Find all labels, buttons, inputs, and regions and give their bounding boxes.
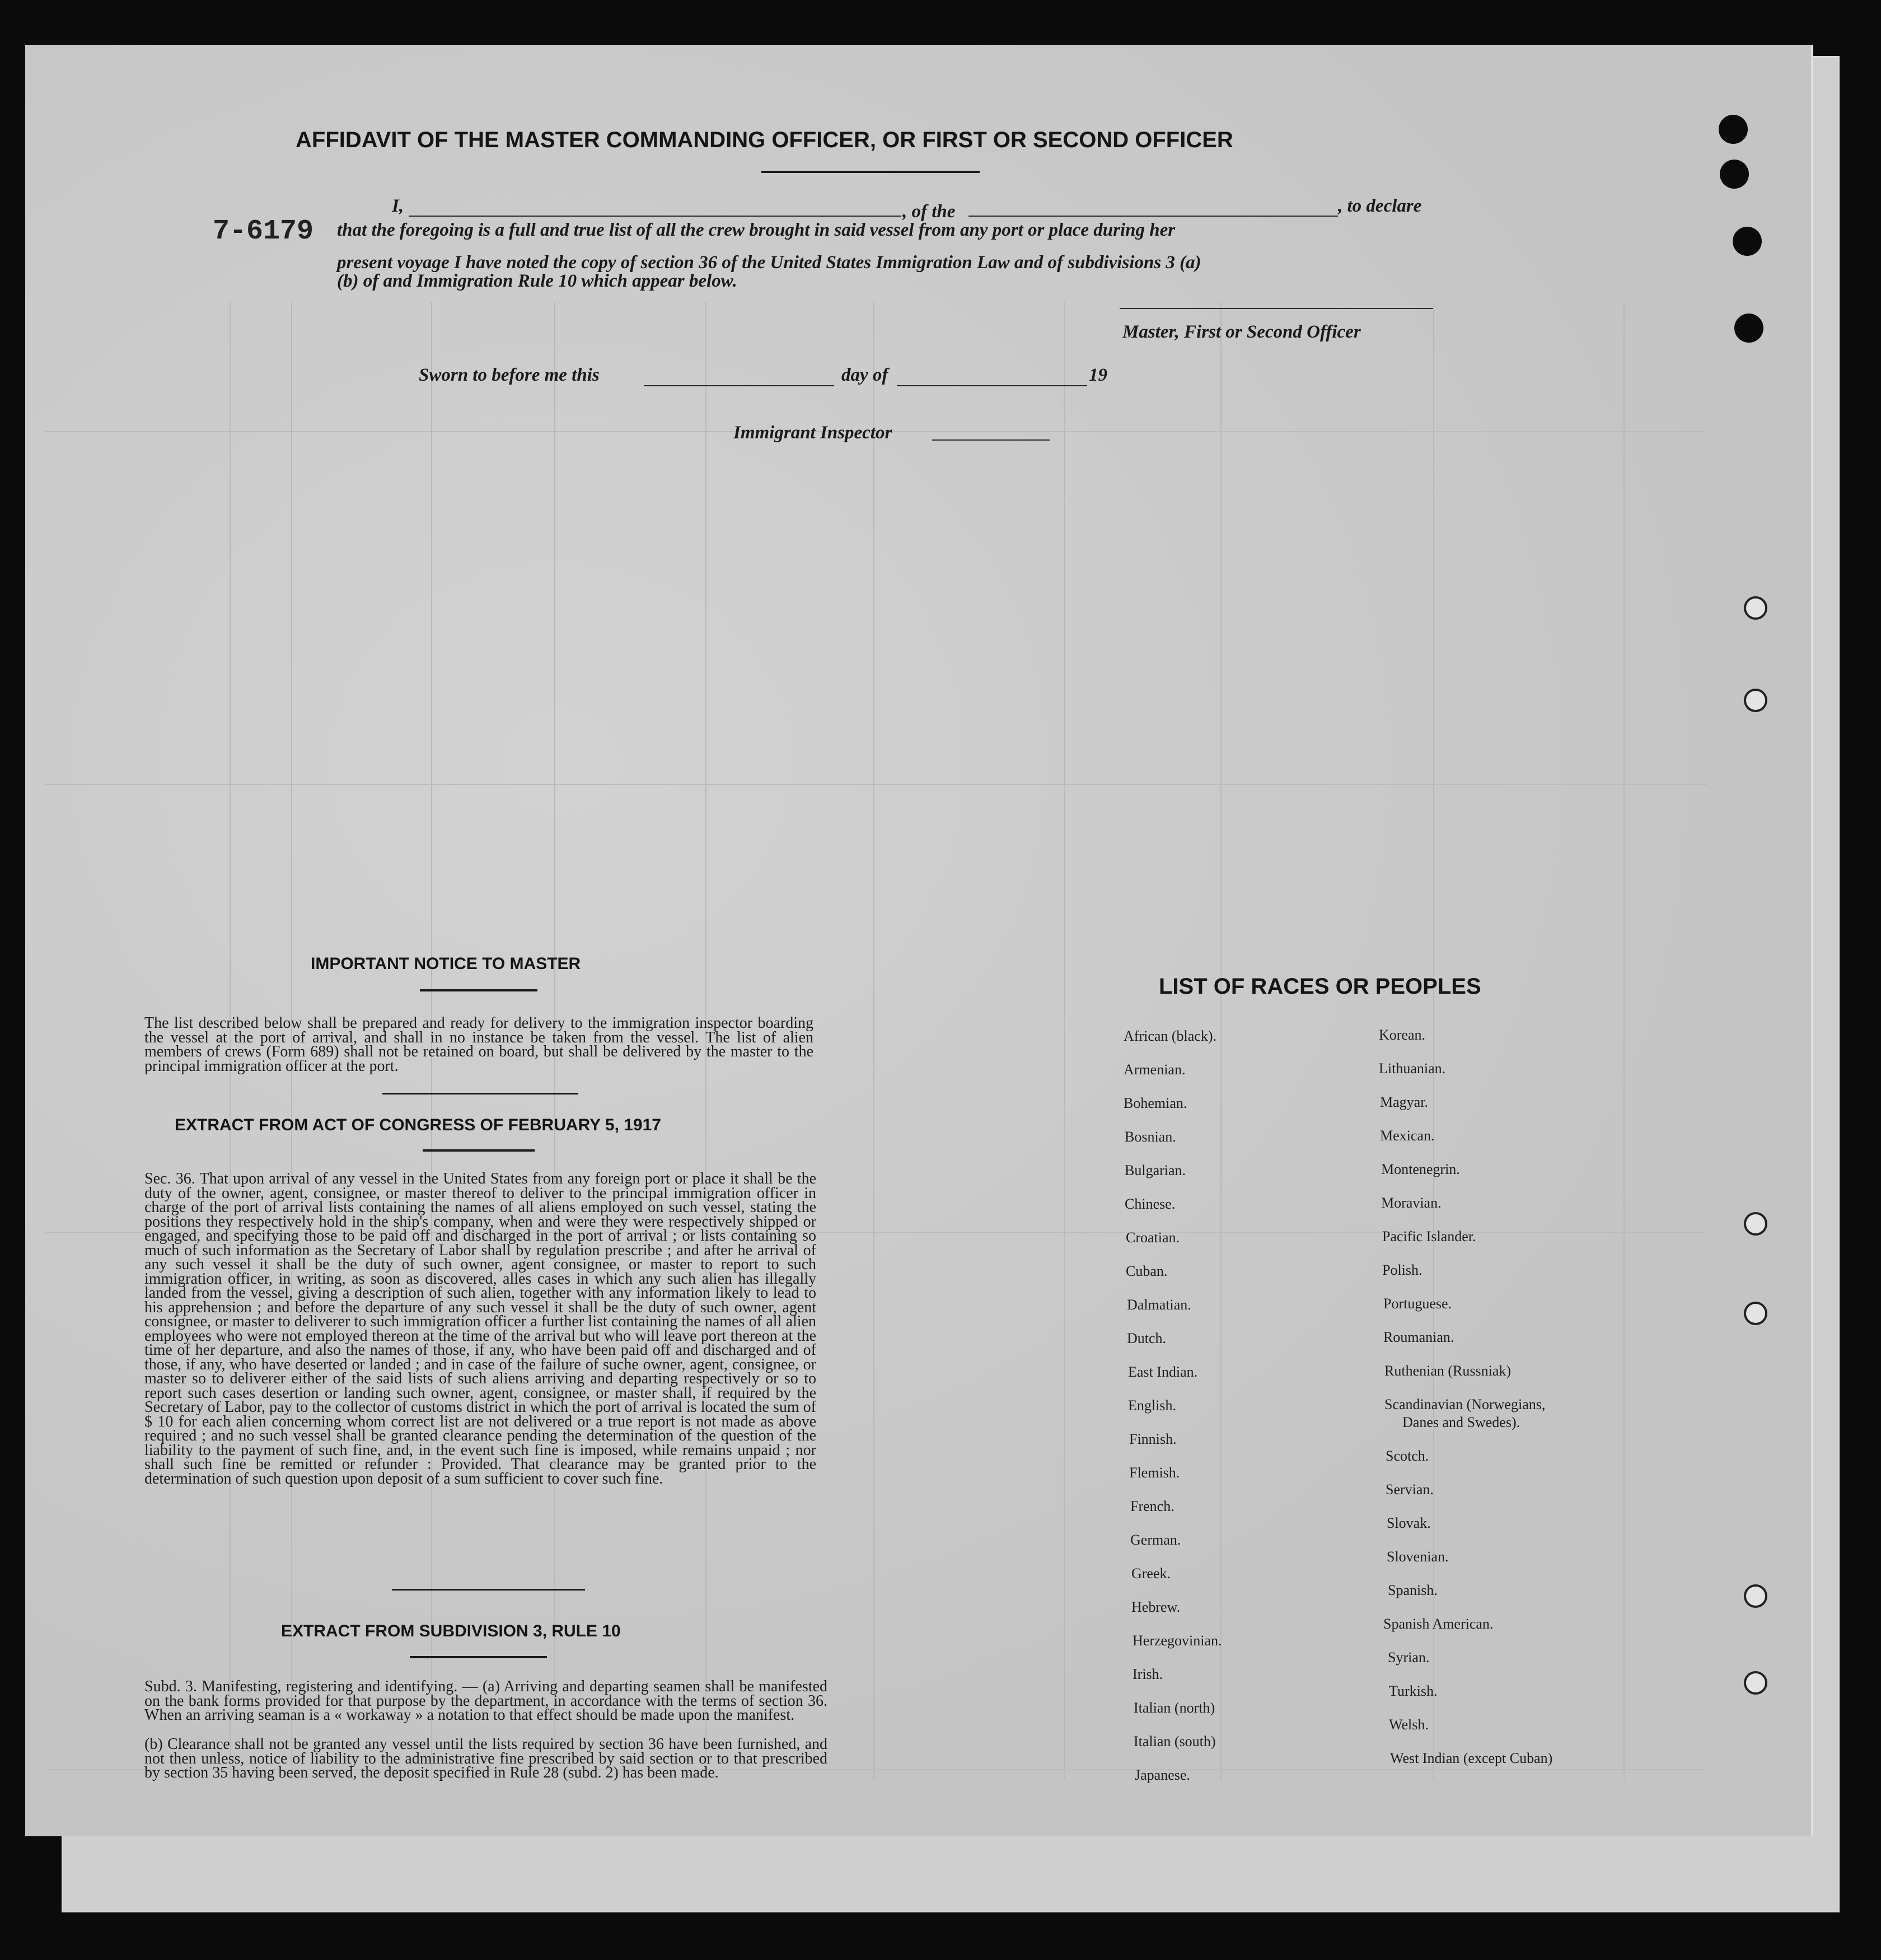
- race-item: Montenegrin.: [1381, 1161, 1460, 1177]
- race-item: Italian (south): [1134, 1733, 1216, 1750]
- race-item: Magyar.: [1380, 1094, 1428, 1110]
- year-label: 19: [1089, 365, 1107, 385]
- race-item: Slovak.: [1387, 1515, 1431, 1531]
- race-item: Italian (north): [1134, 1700, 1215, 1716]
- subdivision-underline: [410, 1656, 547, 1658]
- month-blank: [897, 385, 1087, 386]
- vessel-blank: [968, 216, 1338, 217]
- race-item: Dutch.: [1127, 1330, 1167, 1346]
- race-item: Croatian.: [1126, 1229, 1180, 1246]
- notice-title: IMPORTANT NOTICE TO MASTER: [311, 955, 581, 973]
- race-item: Greek.: [1131, 1565, 1171, 1582]
- race-item: Irish.: [1133, 1666, 1163, 1682]
- master-signature-line: [1120, 308, 1433, 309]
- title-underline: [761, 171, 980, 173]
- race-item: Scandinavian (Norwegians,: [1384, 1396, 1546, 1412]
- races-title: LIST OF RACES OR PEOPLES: [1159, 974, 1481, 999]
- race-item: Dalmatian.: [1127, 1297, 1191, 1313]
- race-item: Hebrew.: [1131, 1599, 1181, 1615]
- race-item: Moravian.: [1381, 1195, 1442, 1211]
- affidavit-to-declare: , to declare: [1338, 196, 1422, 216]
- race-item: Ruthenian (Russniak): [1384, 1363, 1512, 1379]
- race-item: Flemish.: [1129, 1465, 1180, 1481]
- subdivision-text-a: Subd. 3. Manifesting, registering and identifying. — (a) Arriving and departing seamen shall be manifested on the bank forms provided for that purpose by the department, in accordance with the terms of section 36. When an arriving seaman is a « workaway » a notation to that effect should be made upon the manifest.: [144, 1678, 827, 1724]
- sworn-label: Sworn to before me this: [419, 365, 600, 385]
- race-item: West Indian (except Cuban): [1390, 1750, 1553, 1766]
- race-item: Slovenian.: [1387, 1549, 1449, 1565]
- day-of-label: day of: [841, 365, 888, 385]
- race-item: Syrian.: [1388, 1649, 1430, 1666]
- race-item: Bulgarian.: [1125, 1162, 1186, 1178]
- race-item: Chinese.: [1125, 1196, 1176, 1212]
- master-label: Master, First or Second Officer: [1122, 322, 1361, 342]
- race-item: Scotch.: [1386, 1448, 1429, 1464]
- notice-underline: [420, 989, 537, 991]
- affidavit-of-the: , of the: [902, 202, 956, 222]
- race-item: French.: [1130, 1498, 1175, 1514]
- inspector-label: Immigrant Inspector: [733, 423, 892, 443]
- race-item: Servian.: [1386, 1481, 1434, 1498]
- race-item: Turkish.: [1389, 1683, 1438, 1699]
- notice-text: The list described below shall be prepared and ready for delivery to the immigration inspector boarding the vessel at the port of arrival, and shall in no instance be taken from the vessel. The list of alien members of crews (Form 689) shall not be retained on board, but shall be delivered by the master to the principal immigration officer at the port.: [144, 1014, 813, 1075]
- stamp-number: 7-6179: [213, 216, 314, 247]
- race-item: Herzegovinian.: [1133, 1632, 1222, 1649]
- race-item: Korean.: [1379, 1027, 1426, 1043]
- race-item: East Indian.: [1128, 1364, 1198, 1380]
- affidavit-line-2: that the foregoing is a full and true list of all the crew brought in said vessel from any port or place during her: [337, 220, 1176, 240]
- affidavit-line-4: (b) of and Immigration Rule 10 which appear below.: [337, 271, 737, 291]
- affidavit-i: I,: [392, 196, 404, 216]
- act-underline: [423, 1149, 535, 1152]
- subdivision-title: EXTRACT FROM SUBDIVISION 3, RULE 10: [281, 1622, 621, 1640]
- subdivision-text-b: (b) Clearance shall not be granted any vessel until the lists required by section 36 have been furnished, and not then unless, notice of liability to the administrative fine prescribed by said section or to that prescribed by section 35 having been served, the deposit specified in Rule 28 (subd. 2) has been made.: [144, 1736, 827, 1781]
- race-item: Bosnian.: [1125, 1129, 1176, 1145]
- document-page: [25, 45, 1813, 1836]
- race-item: Cuban.: [1126, 1263, 1168, 1279]
- race-item: Pacific Islander.: [1382, 1228, 1476, 1245]
- act-text: Sec. 36. That upon arrival of any vessel in the United States from any foreign port or place it shall be the duty of the owner, agent, consignee, or master thereof to deliver to the principal immigration officer in charge of the port of arrival lists containing the names of all aliens employed on such vessel, stating the positions they respectively hold in the ship's company, when and were they were respectively shipped or engaged, and specifying those to be paid off and discharged in the port of arrival ; or lists containing so much of such information as the Secretary of Labor shall by regulation prescribe ; and after he arrival of any such vessel it shall be the duty of such owner, agent consignee, or master to report to such immigration officer, in writing, as soon as discovered, alles cases in which any such alien has illegally landed from the vessel, giving a description of such alien, together with any information likely to lead to his apprehension ; and before the departure of any such vessel it shall be the duty of such owner, agent consignee, or master to deliverer to such immigration officer a further list containing the names of all alien employees who were not employed thereon at the time of the arrival but who will leave port thereon at the time of her departure, and also the names of those, if any, who have been paid off and discharged and of those, if any, who have deserted or landed ; and in case of the failure of suche owner, agent, consignee, or master so to deliverer either of the said lists of such aliens arriving and departing respectively or so to report such cases desertion or landing such owner, agent, consignee, or master shall, if required by the Secretary of Labor, pay to the collector of customs district in which the port of arrival is located the sum of $ 10 for each alien concerning whom correct list are not delivered or a true report is not made as above required ; and no such vessel shall be granted clearance pending the determination of the question of the liability to the payment of such fine, and, in the event such fine is imposed, while remains unpaid ; nor shall such fine be remitted or refunder : Provided. That clearance may be granted prior to the determination of such question upon deposit of a sum sufficient to cover such fine.: [144, 1170, 816, 1487]
- race-item: African (black).: [1124, 1028, 1217, 1044]
- race-item: Bohemian.: [1124, 1095, 1187, 1111]
- affidavit-title: AFFIDAVIT OF THE MASTER COMMANDING OFFICER, OR FIRST OR SECOND OFFICER: [296, 128, 1233, 152]
- race-item: Finnish.: [1129, 1431, 1177, 1447]
- notice-divider: [382, 1093, 578, 1094]
- inspector-signature-line: [932, 439, 1050, 441]
- race-item: Spanish American.: [1383, 1616, 1494, 1632]
- race-item: Lithuanian.: [1379, 1060, 1446, 1077]
- race-item: English.: [1128, 1397, 1176, 1414]
- act-title: EXTRACT FROM ACT OF CONGRESS OF FEBRUARY 5, 1917: [175, 1116, 661, 1134]
- race-item: Portuguese.: [1383, 1295, 1452, 1312]
- act-divider: [392, 1589, 585, 1591]
- race-item: Welsh.: [1389, 1716, 1429, 1733]
- race-item: German.: [1130, 1532, 1181, 1548]
- affidavit-line-3: present voyage I have noted the copy of section 36 of the United States Immigration Law and of subdivisions 3 (a): [337, 252, 1201, 273]
- race-item: Mexican.: [1380, 1128, 1435, 1144]
- race-item: Spanish.: [1388, 1582, 1438, 1598]
- sworn-day-blank: [644, 385, 834, 386]
- race-item: Roumanian.: [1383, 1329, 1454, 1345]
- race-item: Polish.: [1382, 1262, 1423, 1278]
- race-item: Danes and Swedes).: [1402, 1414, 1520, 1430]
- name-blank: [409, 216, 901, 217]
- race-item: Japanese.: [1135, 1767, 1190, 1783]
- race-item: Armenian.: [1124, 1061, 1186, 1078]
